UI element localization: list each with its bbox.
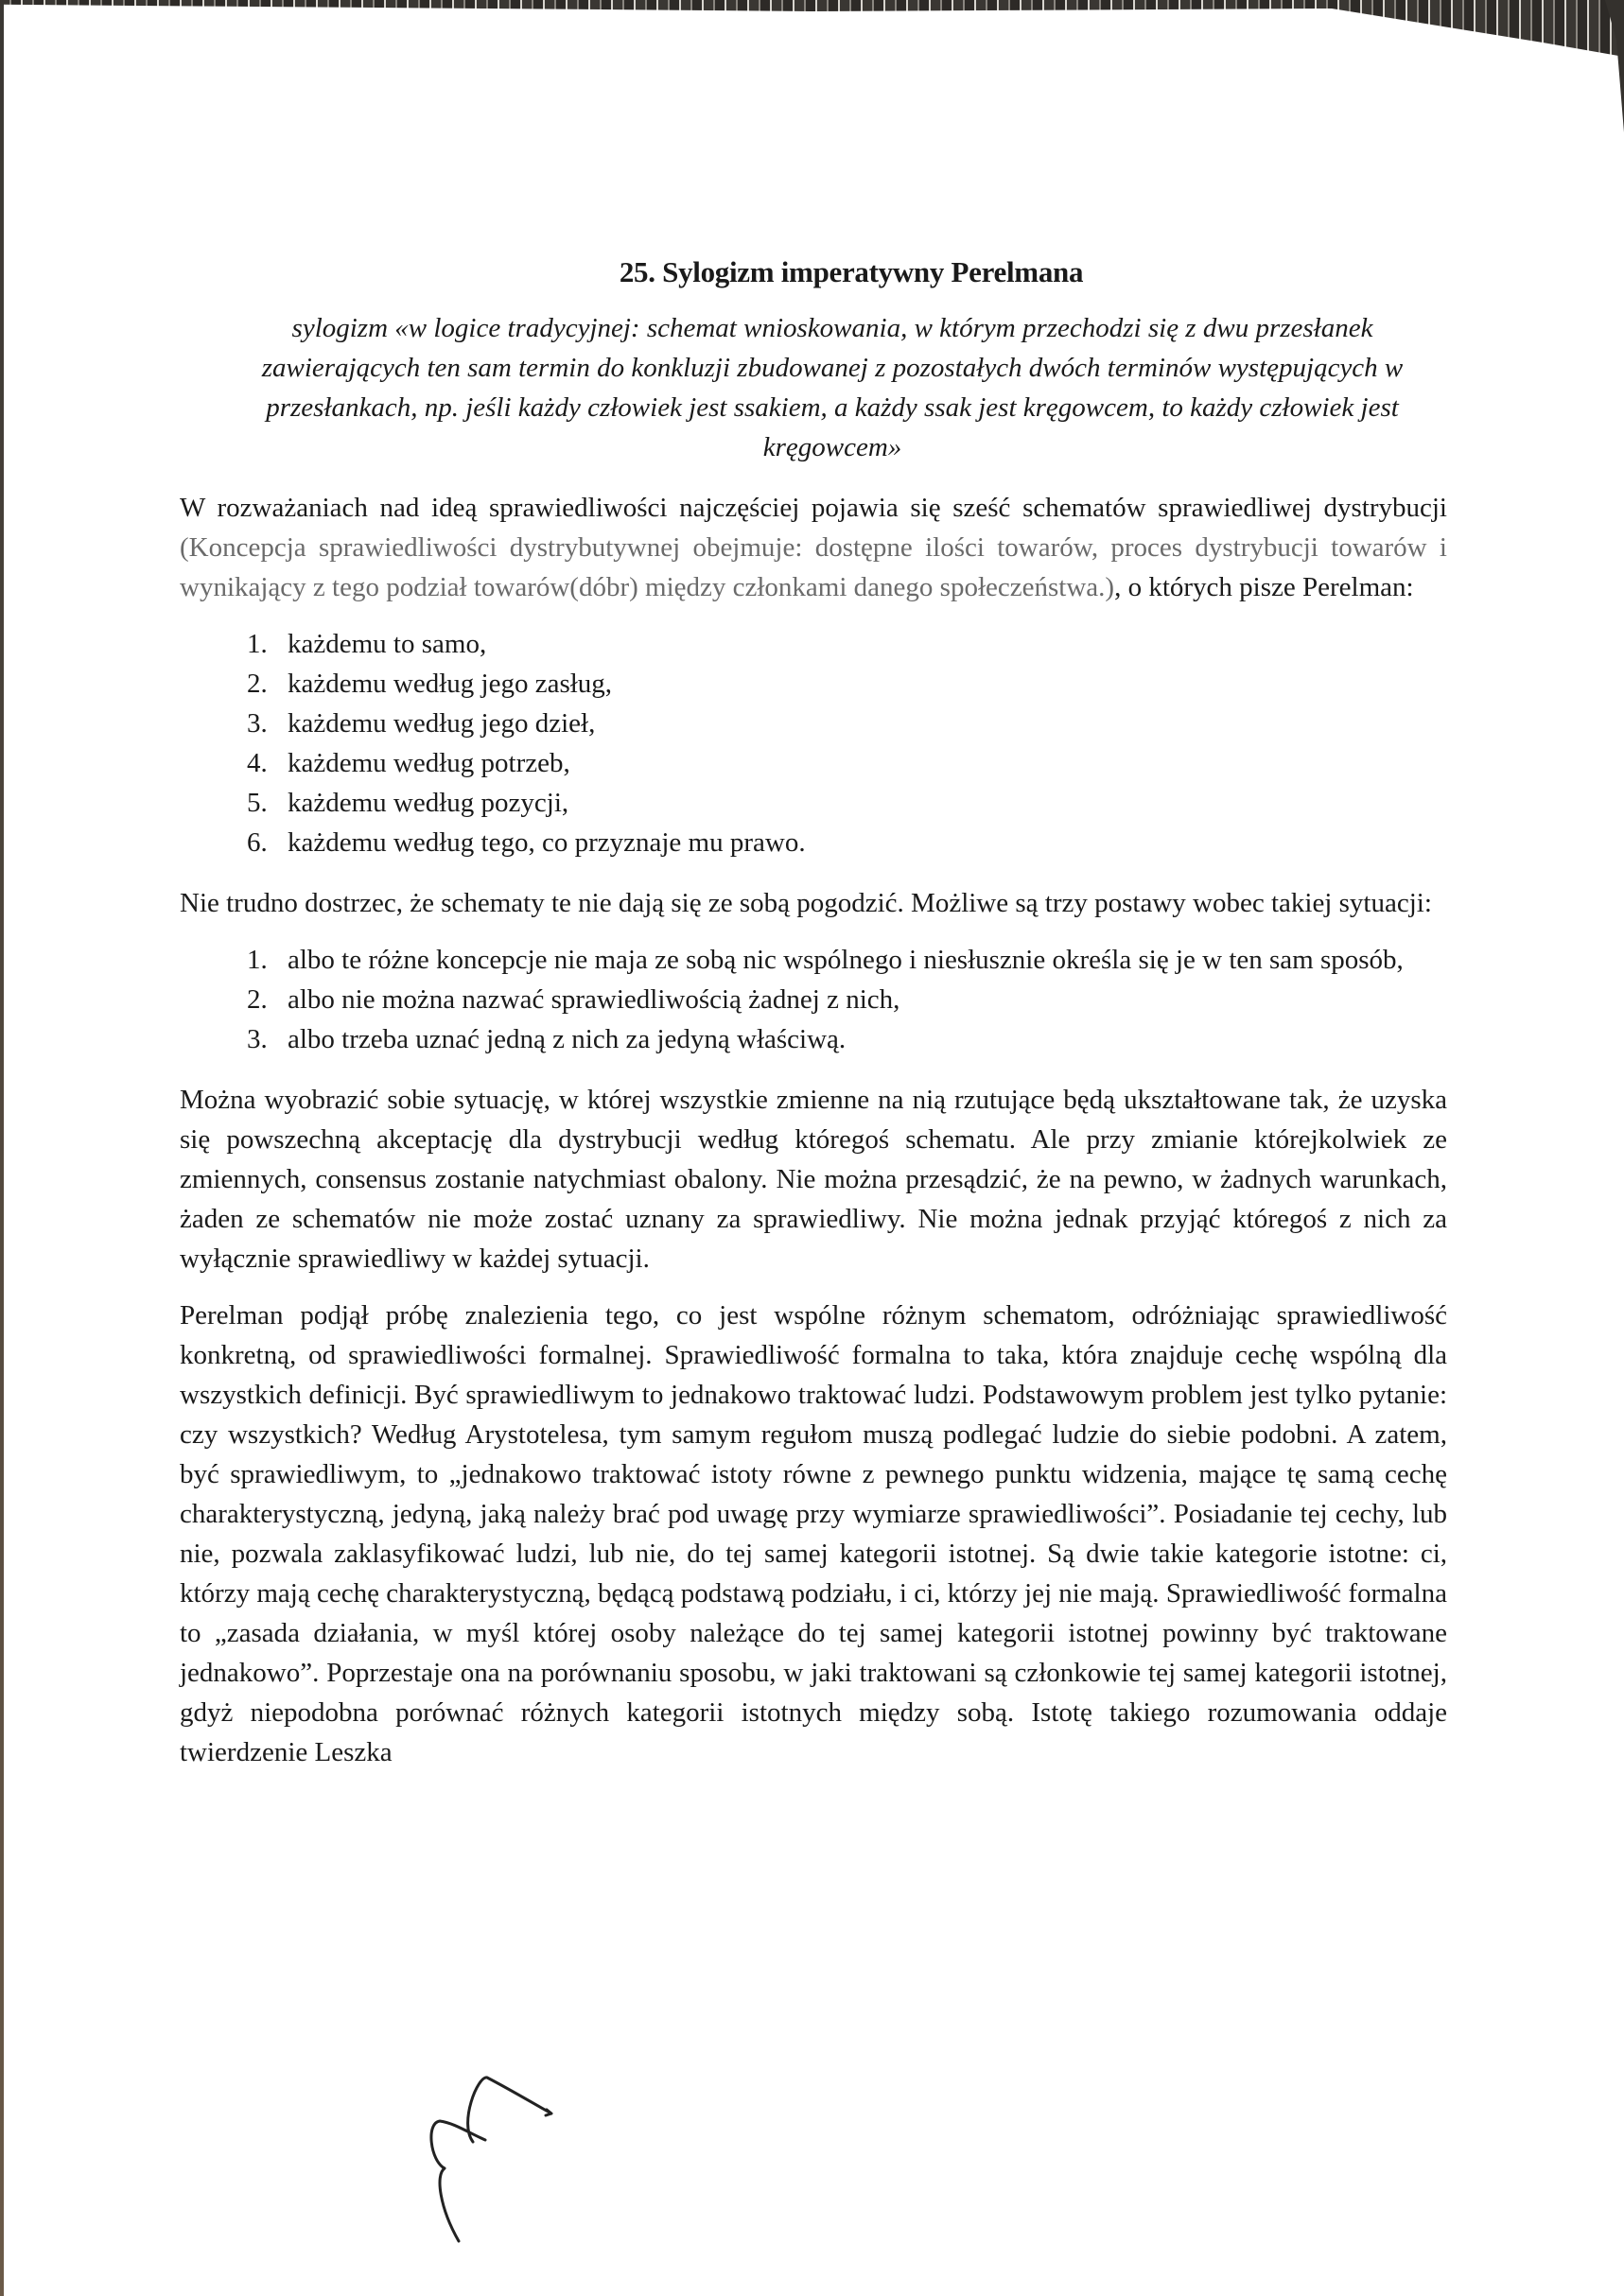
list-item: 1. albo te różne koncepcje nie maja ze sobą nic wspólnego i niesłusznie określa się je w ten sam sposób,: [274, 940, 1447, 980]
attitudes-list: [236, 940, 1447, 1059]
handwritten-signature-icon: [393, 2066, 563, 2255]
document-page: [180, 255, 1447, 1789]
list-item: 3. albo trzeba uznać jedną z nich za jedyną właściwą.: [274, 1019, 1447, 1059]
intro-faded-note: (Koncepcja sprawiedliwości dystrybutywnej obejmuje: dostępne ilości towarów, proces dystrybucji towarów i wynikający z tego podział towarów(dóbr) między członkami danego społeczeństwa.): [180, 532, 1447, 602]
epigraph-definition: sylogizm «w logice tradycyjnej: schemat wnioskowania, w którym przechodzi się z dwu przesłanek zawierających ten sam termin do konkluzji zbudowanej z pozostałych dwóch terminów występujących w przesłankach, np. jeśli każdy człowiek jest ssakiem, a każdy ssak jest kręgowcem, to każdy człowiek jest kręgowcem»: [261, 313, 1404, 462]
paragraph-intro: [180, 488, 1447, 607]
paragraph-attitudes-intro: Nie trudno dostrzec, że schematy te nie dają się ze sobą pogodzić. Możliwe są trzy postawy wobec takiej sytuacji:: [180, 888, 1432, 918]
list-item: 1. każdemu to samo,: [274, 624, 1447, 664]
list-item: 2. każdemu według jego zasług,: [274, 664, 1447, 704]
list-item: 5. każdemu według pozycji,: [274, 783, 1447, 823]
photo-background-top: [0, 0, 1624, 57]
list-item: 6. każdemu według tego, co przyznaje mu prawo.: [274, 823, 1447, 862]
section-title: 25. Sylogizm imperatywny Perelmana: [619, 255, 1084, 288]
list-item: 3. każdemu według jego dzieł,: [274, 704, 1447, 743]
photo-background-left-edge: [0, 0, 4, 2296]
list-item: 4. każdemu według potrzeb,: [274, 743, 1447, 783]
schemes-list: [236, 624, 1447, 862]
intro-tail: , o których pisze Perelman:: [1114, 572, 1414, 602]
list-item: 2. albo nie można nazwać sprawiedliwością żadnej z nich,: [274, 980, 1447, 1019]
paragraph-consensus: Można wyobrazić sobie sytuację, w której wszystkie zmienne na nią rzutujące będą ukształtowane tak, że uzyska się powszechną akceptację dla dystrybucji według któregoś schematu. Ale przy zmianie którejkolwiek ze zmiennych, consensus zostanie natychmiast obalony. Nie można przesądzić, że na pewno, w żadnych warunkach, żaden ze schematów nie może zostać uznany za sprawiedliwy. Nie można jednak przyjąć któregoś z nich za wyłącznie sprawiedliwy w każdej sytuacji.: [180, 1085, 1447, 1274]
intro-lead: W rozważaniach nad ideą sprawiedliwości najczęściej pojawia się sześć schematów sprawiedliwej dystrybucji: [180, 493, 1447, 523]
paragraph-formal-justice: Perelman podjął próbę znalezienia tego, co jest wspólne różnym schematom, odróżniając sprawiedliwość konkretną, od sprawiedliwości formalnej. Sprawiedliwość formalna to taka, która znajduje cechę wspólną dla wszystkich definicji. Być sprawiedliwym to jednakowo traktować ludzi. Podstawowym problem jest tylko pytanie: czy wszystkich? Według Arystotelesa, tym samym regułom muszą podlegać ludzie do siebie podobni. A zatem, być sprawiedliwym, to „jednakowo traktować istoty równe z pewnego punktu widzenia, mające tę samą cechę charakterystyczną, jedyną, jaką należy brać pod uwagę przy wymiarze sprawiedliwości”. Posiadanie tej cechy, lub nie, pozwala zaklasyfikować ludzi, lub nie, do tej samej kategorii istotnej. Są dwie takie kategorie istotne: ci, którzy mają cechę charakterystyczną, będącą podstawą podziału, i ci, którzy jej nie mają. Sprawiedliwość formalna to „zasada działania, w myśl której osoby należące do tej samej kategorii istotnej powinny być traktowane jednakowo”. Poprzestaje ona na porównaniu sposobu, w jaki traktowani są członkowie tej samej kategorii istotnej, gdyż niepodobna porównać różnych kategorii istotnych między sobą. Istotę takiego rozumowania oddaje twierdzenie Leszka: [180, 1300, 1447, 1767]
